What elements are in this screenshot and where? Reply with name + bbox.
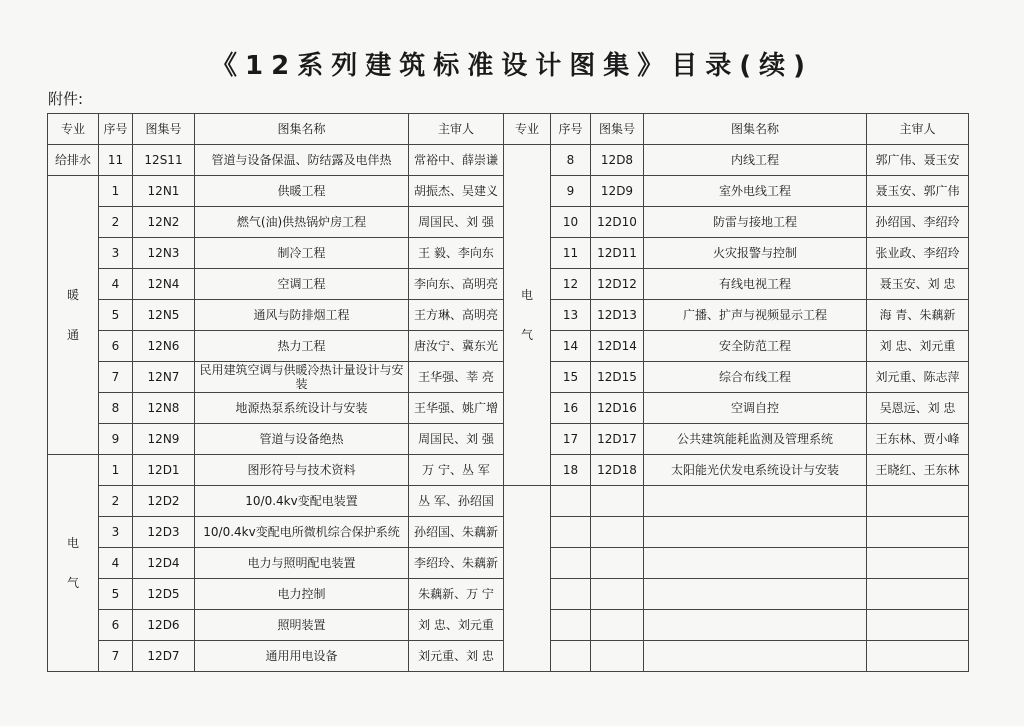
right-name: 有线电视工程 — [644, 269, 867, 300]
right-name: 室外电线工程 — [644, 176, 867, 207]
empty-cell — [644, 610, 867, 641]
header-reviewer: 主审人 — [409, 114, 504, 145]
left-code: 12D5 — [133, 579, 195, 610]
major-plumbing: 给排水 — [48, 145, 99, 176]
empty-cell — [551, 548, 591, 579]
left-reviewer: 孙绍国、朱藕新 — [409, 517, 504, 548]
left-name: 热力工程 — [195, 331, 409, 362]
left-seq: 7 — [99, 641, 133, 672]
table-row — [48, 486, 969, 517]
left-reviewer: 胡振杰、吴建义 — [409, 176, 504, 207]
header-row — [48, 114, 969, 145]
empty-cell — [591, 641, 644, 672]
left-name: 照明装置 — [195, 610, 409, 641]
left-reviewer: 周国民、刘 强 — [409, 424, 504, 455]
major-electric-right — [504, 145, 551, 486]
right-code: 12D14 — [591, 331, 644, 362]
right-reviewer: 聂玉安、郭广伟 — [867, 176, 969, 207]
left-seq: 11 — [99, 145, 133, 176]
empty-cell — [551, 610, 591, 641]
left-code: 12N3 — [133, 238, 195, 269]
left-name: 民用建筑空调与供暖冷热计量设计与安装 — [195, 362, 409, 393]
left-name: 通风与防排烟工程 — [195, 300, 409, 331]
empty-cell — [867, 579, 969, 610]
right-code: 12D13 — [591, 300, 644, 331]
right-code: 12D11 — [591, 238, 644, 269]
right-name: 综合布线工程 — [644, 362, 867, 393]
right-seq: 8 — [551, 145, 591, 176]
right-seq: 14 — [551, 331, 591, 362]
right-code: 12D9 — [591, 176, 644, 207]
left-code: 12N6 — [133, 331, 195, 362]
major-hvac — [48, 176, 99, 455]
left-seq: 4 — [99, 269, 133, 300]
empty-cell — [644, 641, 867, 672]
header-reviewer: 主审人 — [867, 114, 969, 145]
left-name: 10/0.4kv变配电所微机综合保护系统 — [195, 517, 409, 548]
left-code: 12D3 — [133, 517, 195, 548]
left-name: 图形符号与技术资料 — [195, 455, 409, 486]
left-code: 12D2 — [133, 486, 195, 517]
left-seq: 1 — [99, 176, 133, 207]
left-name: 管道与设备保温、防结露及电伴热 — [195, 145, 409, 176]
left-code: 12N7 — [133, 362, 195, 393]
right-seq: 13 — [551, 300, 591, 331]
major-electric-right-char: 电 — [520, 288, 533, 302]
catalog-table — [47, 113, 969, 672]
right-seq: 12 — [551, 269, 591, 300]
left-code: 12N8 — [133, 393, 195, 424]
left-reviewer: 王华强、姚广增 — [409, 393, 504, 424]
header-major: 专业 — [48, 114, 99, 145]
right-code: 12D17 — [591, 424, 644, 455]
left-reviewer: 周国民、刘 强 — [409, 207, 504, 238]
attachment-label: 附件: — [48, 90, 84, 108]
empty-major — [504, 486, 551, 672]
left-seq: 4 — [99, 548, 133, 579]
empty-cell — [867, 517, 969, 548]
right-reviewer: 孙绍国、李绍玲 — [867, 207, 969, 238]
right-seq: 11 — [551, 238, 591, 269]
empty-cell — [591, 486, 644, 517]
empty-cell — [867, 610, 969, 641]
left-reviewer: 刘 忠、刘元重 — [409, 610, 504, 641]
empty-cell — [551, 486, 591, 517]
left-reviewer: 刘元重、刘 忠 — [409, 641, 504, 672]
left-code: 12N9 — [133, 424, 195, 455]
left-code: 12D6 — [133, 610, 195, 641]
empty-cell — [644, 548, 867, 579]
left-name: 10/0.4kv变配电装置 — [195, 486, 409, 517]
left-name: 电力与照明配电装置 — [195, 548, 409, 579]
right-reviewer: 海 青、朱藕新 — [867, 300, 969, 331]
right-name: 太阳能光伏发电系统设计与安装 — [644, 455, 867, 486]
right-seq: 9 — [551, 176, 591, 207]
left-code: 12N1 — [133, 176, 195, 207]
major-electric-char: 气 — [66, 576, 79, 590]
left-code: 12D4 — [133, 548, 195, 579]
left-seq: 5 — [99, 579, 133, 610]
empty-cell — [644, 579, 867, 610]
left-seq: 6 — [99, 331, 133, 362]
right-code: 12D8 — [591, 145, 644, 176]
left-name: 空调工程 — [195, 269, 409, 300]
major-electric-char: 电 — [66, 536, 79, 550]
header-major: 专业 — [504, 114, 551, 145]
empty-cell — [551, 517, 591, 548]
left-reviewer: 王方琳、高明亮 — [409, 300, 504, 331]
left-reviewer: 万 宁、丛 军 — [409, 455, 504, 486]
right-seq: 18 — [551, 455, 591, 486]
right-name: 火灾报警与控制 — [644, 238, 867, 269]
header-code: 图集号 — [591, 114, 644, 145]
left-name: 制冷工程 — [195, 238, 409, 269]
right-seq: 17 — [551, 424, 591, 455]
header-name: 图集名称 — [644, 114, 867, 145]
right-reviewer: 王东林、贾小峰 — [867, 424, 969, 455]
right-name: 防雷与接地工程 — [644, 207, 867, 238]
left-code: 12S11 — [133, 145, 195, 176]
left-name: 管道与设备绝热 — [195, 424, 409, 455]
major-electric-right-char: 气 — [520, 328, 533, 342]
left-reviewer: 李绍玲、朱藕新 — [409, 548, 504, 579]
table-row — [48, 145, 969, 176]
header-code: 图集号 — [133, 114, 195, 145]
left-name: 电力控制 — [195, 579, 409, 610]
right-seq: 16 — [551, 393, 591, 424]
empty-cell — [591, 579, 644, 610]
left-code: 12N2 — [133, 207, 195, 238]
left-seq: 9 — [99, 424, 133, 455]
right-reviewer: 王晓红、王东林 — [867, 455, 969, 486]
left-reviewer: 唐汝宁、冀东光 — [409, 331, 504, 362]
page-title: 《12系列建筑标准设计图集》目录(续) — [211, 51, 813, 81]
left-seq: 6 — [99, 610, 133, 641]
header-seq: 序号 — [551, 114, 591, 145]
left-seq: 1 — [99, 455, 133, 486]
left-seq: 2 — [99, 207, 133, 238]
left-seq: 5 — [99, 300, 133, 331]
major-electric — [48, 455, 99, 672]
right-seq: 10 — [551, 207, 591, 238]
header-name: 图集名称 — [195, 114, 409, 145]
right-code: 12D18 — [591, 455, 644, 486]
empty-cell — [591, 548, 644, 579]
catalog-body — [48, 145, 969, 672]
left-seq: 8 — [99, 393, 133, 424]
left-code: 12D7 — [133, 641, 195, 672]
right-name: 公共建筑能耗监测及管理系统 — [644, 424, 867, 455]
right-code: 12D10 — [591, 207, 644, 238]
right-reviewer: 吴恩远、刘 忠 — [867, 393, 969, 424]
empty-cell — [591, 610, 644, 641]
left-name: 供暖工程 — [195, 176, 409, 207]
left-reviewer: 王 毅、李向东 — [409, 238, 504, 269]
right-name: 内线工程 — [644, 145, 867, 176]
header-seq: 序号 — [99, 114, 133, 145]
left-reviewer: 李向东、高明亮 — [409, 269, 504, 300]
major-hvac-char: 暖 — [66, 288, 79, 302]
right-reviewer: 刘 忠、刘元重 — [867, 331, 969, 362]
left-reviewer: 王华强、莘 亮 — [409, 362, 504, 393]
right-name: 空调自控 — [644, 393, 867, 424]
empty-cell — [644, 486, 867, 517]
right-seq: 15 — [551, 362, 591, 393]
empty-cell — [551, 579, 591, 610]
empty-cell — [644, 517, 867, 548]
empty-cell — [591, 517, 644, 548]
left-code: 12N5 — [133, 300, 195, 331]
left-name: 燃气(油)供热锅炉房工程 — [195, 207, 409, 238]
left-seq: 3 — [99, 238, 133, 269]
left-code: 12D1 — [133, 455, 195, 486]
left-seq: 3 — [99, 517, 133, 548]
right-name: 安全防范工程 — [644, 331, 867, 362]
empty-cell — [551, 641, 591, 672]
left-name: 地源热泵系统设计与安装 — [195, 393, 409, 424]
right-code: 12D15 — [591, 362, 644, 393]
right-code: 12D16 — [591, 393, 644, 424]
empty-cell — [867, 486, 969, 517]
major-hvac-char: 通 — [66, 328, 79, 342]
left-code: 12N4 — [133, 269, 195, 300]
left-name: 通用用电设备 — [195, 641, 409, 672]
right-reviewer: 郭广伟、聂玉安 — [867, 145, 969, 176]
left-reviewer: 丛 军、孙绍国 — [409, 486, 504, 517]
right-reviewer: 张业政、李绍玲 — [867, 238, 969, 269]
empty-cell — [867, 641, 969, 672]
right-name: 广播、扩声与视频显示工程 — [644, 300, 867, 331]
right-reviewer: 刘元重、陈志萍 — [867, 362, 969, 393]
left-seq: 2 — [99, 486, 133, 517]
empty-cell — [867, 548, 969, 579]
left-reviewer: 常裕中、薛崇谦 — [409, 145, 504, 176]
right-reviewer: 聂玉安、刘 忠 — [867, 269, 969, 300]
left-seq: 7 — [99, 362, 133, 393]
right-code: 12D12 — [591, 269, 644, 300]
left-reviewer: 朱藕新、万 宁 — [409, 579, 504, 610]
